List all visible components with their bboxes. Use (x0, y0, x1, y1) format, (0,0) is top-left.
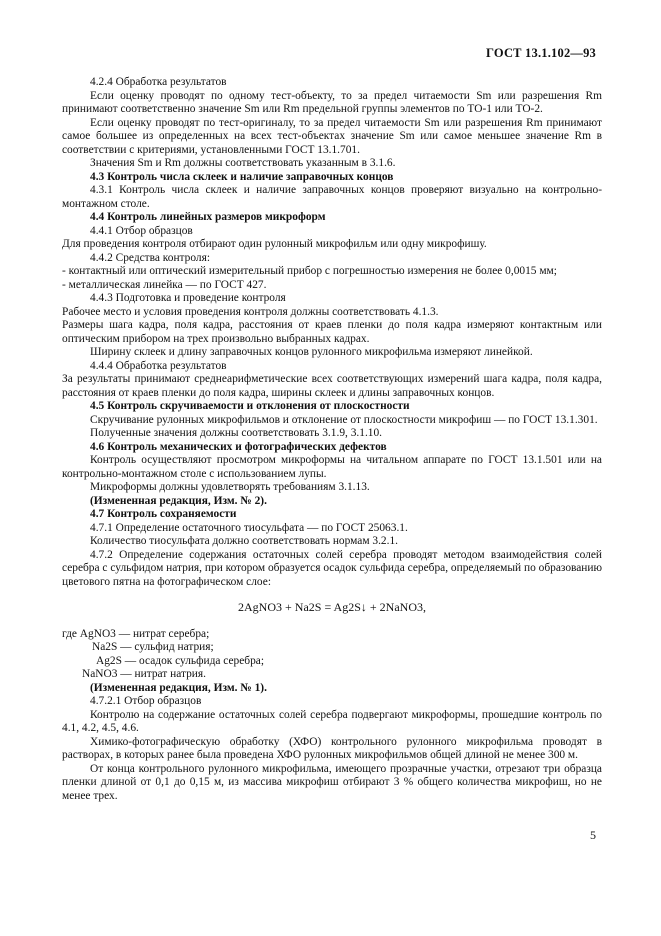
definition-item: Ag2S — осадок сульфида серебра; (96, 654, 265, 667)
section-heading: 4.7 Контроль сохраняемости (90, 508, 237, 520)
section-heading: 4.3 Контроль числа склеек и наличие заправочных концов (90, 170, 394, 183)
amendment-note: (Измененная редакция, Изм. № 2). (90, 494, 267, 507)
chemical-formula: 2AgNO3 + Na2S = Ag2S↓ + 2NaNO3, (238, 600, 426, 614)
paragraph: Рабочее место и условия проведения контроля должны соответствовать 4.1.3. (62, 305, 439, 318)
paragraph: Если оценку проводят по одному тест-объекту, то за предел читаемости Sm или разрешения Rm принимают соответственно значение Sm или Rm предельной группы элементов по ТО-1 или ТО-2. (62, 89, 602, 115)
paragraph: Скручивание рулонных микрофильмов и отклонение от плоскостности микрофиш — по ГОСТ 13.1.301. (90, 413, 598, 426)
subsection-heading: 4.4.2 Средства контроля: (90, 251, 210, 264)
paragraph: Размеры шага кадра, поля кадра, расстояния от краев пленки до поля кадра измеряют контактным или оптическим прибором на трех произвольно выбранных кадрах. (62, 319, 602, 345)
section-heading: 4.2.4 Обработка результатов (90, 76, 227, 88)
definition-item: где AgNO3 — нитрат серебра; (62, 627, 210, 640)
page-number: 5 (590, 828, 596, 842)
paragraph: Контролю на содержание остаточных солей серебра подвергают микроформы, прошедшие контроль по 4.1, 4.2, 4.5, 4.6. (62, 708, 602, 734)
paragraph: От конца контрольного рулонного микрофильма, имеющего прозрачные участки, отрезают три образца пленки длиной от 0,1 до 0,15 м, из массива микрофиш отбирают 3 % общего количества микрофиш, но не менее трех. (62, 762, 602, 802)
paragraph: Микроформы должны удовлетворять требованиям 3.1.13. (90, 481, 370, 493)
paragraph: 4.7.2 Определение содержания остаточных солей серебра проводят методом взаимодействия солей серебра с сульфидом натрия, при котором образуется осадок сульфида серебра, определяемый по образованию цветового пятна на фотографическом слое: (62, 548, 602, 588)
section-heading: 4.4 Контроль линейных размеров микроформ (90, 211, 326, 223)
paragraph: 4.3.1 Контроль числа склеек и наличие заправочных концов проверяют визуально на контрольно-монтажном столе. (62, 184, 602, 210)
paragraph: Значения Sm и Rm должны соответствовать указанным в 3.1.6. (90, 157, 396, 169)
definition-item: NaNO3 — нитрат натрия. (82, 668, 206, 680)
paragraph: 4.7.1 Определение остаточного тиосульфата — по ГОСТ 25063.1. (90, 521, 408, 534)
paragraph: Контроль осуществляют просмотром микроформы на читальном аппарате по ГОСТ 13.1.501 или на контрольно-монтажном столе с использованием лупы. (62, 454, 602, 480)
definition-item: Na2S — сульфид натрия; (92, 641, 214, 653)
paragraph: Химико-фотографическую обработку (ХФО) контрольного рулонного микрофильма проводят в растворах, в которых ранее была проведена ХФО рулонных микрофильмов общей длиной не менее 300 м. (62, 735, 602, 761)
section-heading: 4.6 Контроль механических и фотографических дефектов (90, 440, 387, 453)
paragraph: Для проведения контроля отбирают один рулонный микрофильм или одну микрофишу. (62, 238, 487, 250)
paragraph: Полученные значения должны соответствовать 3.1.9, 3.1.10. (90, 427, 383, 439)
document-body (62, 76, 602, 803)
section-heading: 4.5 Контроль скручиваемости и отклонения от плоскостности (90, 400, 410, 412)
paragraph: За результаты принимают среднеарифметические всех соответствующих измерений шага кадра, поля кадра, расстояния от краев пленки до поля кадра, ширины склеек и длины заправочных концов. (62, 373, 602, 399)
subsection-heading: 4.4.4 Обработка результатов (90, 359, 227, 372)
subsection-heading: 4.4.1 Отбор образцов (90, 224, 193, 237)
amendment-note: (Измененная редакция, Изм. № 1). (90, 681, 267, 694)
list-item: - контактный или оптический измерительный прибор с погрешностью измерения не более 0,0015 мм; (62, 265, 557, 277)
document-header: ГОСТ 13.1.102—93 (486, 46, 596, 60)
formula-definitions (62, 628, 602, 682)
list-item: - металлическая линейка — по ГОСТ 427. (62, 278, 267, 291)
subsection-heading: 4.4.3 Подготовка и проведение контроля (90, 292, 286, 304)
subsection-heading: 4.7.2.1 Отбор образцов (90, 695, 202, 707)
paragraph: Количество тиосульфата должно соответствовать нормам 3.2.1. (90, 535, 399, 547)
paragraph: Если оценку проводят по тест-оригиналу, то за предел читаемости Sm или разрешения Rm принимают самое большее из определенных на всех тест-объектах значение Sm или самое меньшее значение Rm в соответствии с критериями, установленными ГОСТ 13.1.701. (62, 116, 602, 156)
paragraph: Ширину склеек и длину заправочных концов рулонного микрофильма измеряют линейкой. (90, 346, 533, 358)
